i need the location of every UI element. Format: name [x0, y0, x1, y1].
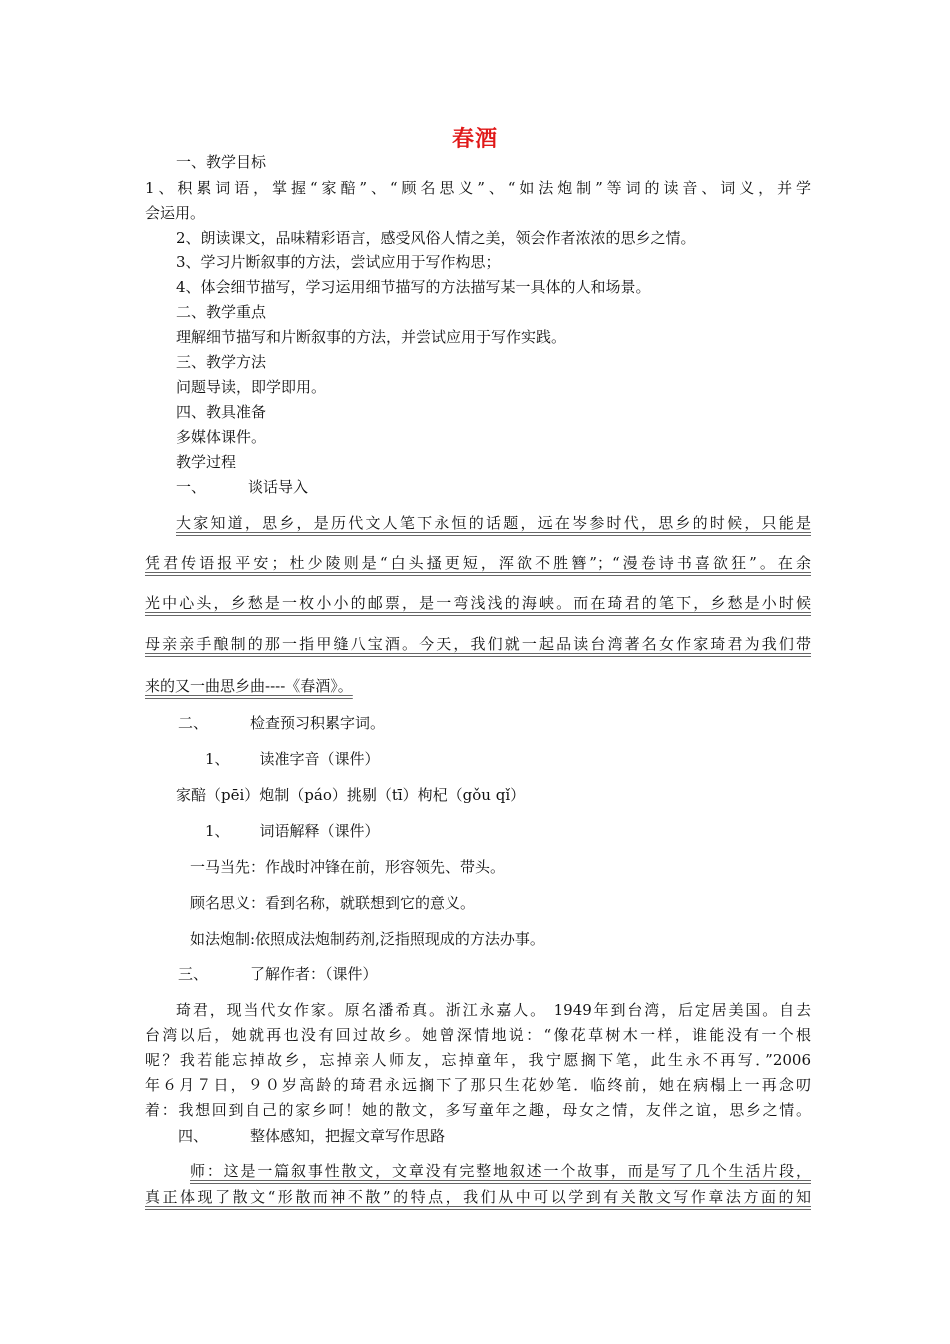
definition-2: 顾名思义：看到名称，就联想到它的意义。 [190, 894, 476, 912]
intro-line-2: 凭君传语报平安；杜少陵则是“白头搔更短，浑欲不胜簪”；“漫卷诗书喜欲狂”。在余 [145, 554, 811, 572]
step-1-heading [176, 477, 308, 497]
goal-item-4: 4、体会细节描写，学习运用细节描写的方法描写某一具体的人和场景。 [176, 278, 651, 296]
step-3-label: 了解作者：（课件） [250, 965, 378, 983]
intro-line-3: 光中心头，乡愁是一枚小小的邮票，是一弯浅浅的海峡。而在琦君的笔下，乡愁是小时候 [145, 594, 811, 612]
substep-1-label: 读准字音（课件） [259, 750, 380, 768]
method-text: 问题导读，即学即用。 [176, 378, 327, 396]
goal-item-3: 3、学习片断叙事的方法，尝试应用于写作构思； [176, 253, 501, 271]
author-line-4: 年６月７日，９０岁高龄的琦君永远搁下了那只生花妙笔．临终前，她在病榻上一再念叨 [145, 1076, 811, 1094]
author-line-1: 琦君，现当代女作家。原名潘希真。浙江永嘉人。 1949年到台湾，后定居美国。自去 [176, 1001, 811, 1019]
author-line-5: 着：我想回到自己的家乡呵！她的散文，多写童年之趣，母女之情，友伴之谊，思乡之情。 [145, 1101, 811, 1119]
teacher-line-2: 真正体现了散文“形散而神不散”的特点，我们从中可以学到有关散文写作章法方面的知 [145, 1188, 811, 1206]
tools-heading: 四、教具准备 [176, 403, 267, 421]
intro-line-1: 大家知道，思乡，是历代文人笔下永恒的话题，远在岑参时代，思乡的时候，只能是 [176, 514, 811, 532]
process-heading: 教学过程 [176, 453, 237, 471]
goal-item-1-cont: 会运用。 [145, 204, 206, 222]
step-2-label: 检查预习积累字词。 [250, 714, 386, 732]
goal-item-1: 1、积累词语，掌握“家醅”、“顾名思义”、“如法炮制”等词的读音、词义，并学 [145, 179, 811, 197]
document-title: 春酒 [451, 126, 498, 152]
pronunciation-line: 家醅（pēi）炮制（páo）挑剔（tī）枸杞（gǒu qǐ） [176, 786, 526, 804]
intro-line-4: 母亲亲手酿制的那一指甲缝八宝酒。今天，我们就一起品读台湾著名女作家琦君为我们带 [145, 635, 811, 653]
focus-heading: 二、教学重点 [176, 303, 267, 321]
method-heading: 三、教学方法 [176, 353, 267, 371]
step-3-number: 三、 [178, 965, 209, 983]
focus-text: 理解细节描写和片断叙事的方法，并尝试应用于写作实践。 [176, 328, 567, 346]
goal-item-2: 2、朗读课文，品味精彩语言，感受风俗人情之美，领会作者浓浓的思乡之情。 [176, 229, 696, 247]
substep-1-number: 1、 [205, 750, 230, 768]
substep-2-label: 词语解释（课件） [259, 822, 380, 840]
step-4-number: 四、 [178, 1127, 209, 1145]
author-line-2: 台湾以后，她就再也没有回过故乡。她曾深情地说：“像花草树木一样，谁能没有一个根 [145, 1026, 811, 1044]
definition-1: 一马当先：作战时冲锋在前，形容领先、带头。 [190, 858, 506, 876]
step-4-label: 整体感知，把握文章写作思路 [250, 1127, 446, 1145]
substep-2-number: 1、 [205, 822, 230, 840]
step-1-label: 谈话导入 [248, 478, 309, 496]
teacher-line-1: 师：这是一篇叙事性散文，文章没有完整地叙述一个故事，而是写了几个生活片段， [190, 1162, 811, 1180]
step-3-heading [178, 964, 378, 984]
goals-heading: 一、教学目标 [176, 153, 267, 171]
substep-2-heading [205, 821, 380, 841]
step-2-heading [178, 713, 385, 733]
author-line-3: 呢？我若能忘掉故乡，忘掉亲人师友，忘掉童年，我宁愿搁下笔，此生永不再写．”2006 [145, 1051, 811, 1069]
substep-1-heading [205, 749, 380, 769]
step-2-number: 二、 [178, 714, 209, 732]
step-4-heading [178, 1126, 445, 1146]
definition-3: 如法炮制:依照成法炮制药剂,泛指照现成的方法办事。 [190, 930, 545, 948]
step-1-number: 一、 [176, 478, 207, 496]
intro-line-5: 来的又一曲思乡曲----《春酒》。 [145, 677, 353, 695]
tools-text: 多媒体课件。 [176, 428, 267, 446]
